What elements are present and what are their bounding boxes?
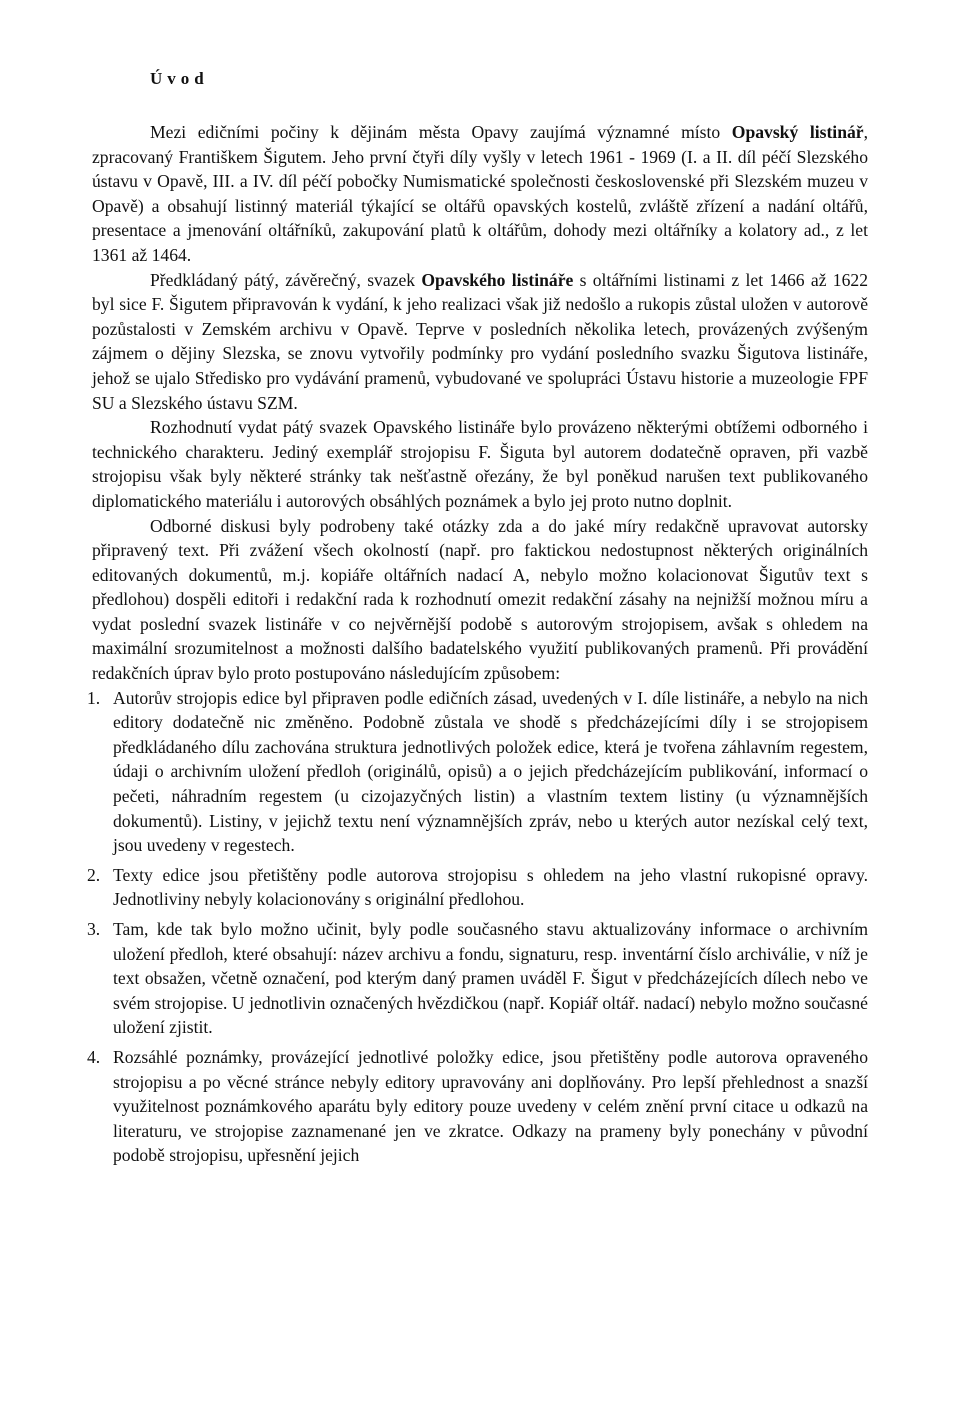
paragraph-2: [92, 268, 868, 416]
list-number: 1.: [87, 687, 101, 708]
paragraph-4: [92, 514, 868, 686]
paragraph-bold-text: Opavský listinář: [731, 122, 864, 142]
paragraph-text: Odborné diskusi byly podrobeny také otázky zda a do jaké míry redakčně upravovat autorsky připravený text. Při zvážení všech okolností (např. pro faktickou nedostupnost některých originálních editovaných dokumentů, m.j. kopiáře oltářních nadací A, nebylo možno kolacionovat Šigutův text s předlohou) dospěli editoři i redakční rada k rozhodnutí omezit redakční zásahy na nejnižší možnou míru a vydat poslední svazek listináře v co nejvěrnější podobě s autorovým strojopisem, avšak s ohledem na maximální srozumitelnost a možnosti dalšího badatelského využití publikovaných pramenů. Při provádění redakčních úprav bylo proto postupováno následujícím způsobem:: [92, 515, 868, 684]
list-item-text: Tam, kde tak bylo možno učinit, byly podle současného stavu aktualizovány informace o archivním uložení předloh, které obsahují: název archivu a fondu, signaturu, resp. inventární číslo archiválie, v níž je text obsažen, včetně označení, pod kterým daný pramen uváděl F. Šigut v předcházejících dílech nebo ve svém strojopise. U jednotlivin označených hvězdičkou (např. Kopiář oltář. nadací) nebylo možno současné uložení zjistit.: [113, 919, 868, 1038]
document-body: [87, 120, 868, 1168]
list-number: 4.: [87, 1046, 101, 1067]
list-item-text: Autorův strojopis edice byl připraven podle edičních zásad, uvedených v I. díle listináře, a nebylo na nich editory dodatečně nic změněno. Podobně zůstala ve shodě s předcházejícími díly i se strojopisem předkládaného dílu zachována struktura jednotlivých položek edice, která je tvořena záhlavním regestem, údaji o archivním uložení předloh (originálů, opisů) a o jejich předcházejícím publikování, informací o pečeti, náhradním regestem (u cizojazyčných listin) a vlastním textem listiny (u významnějších dokumentů). Listiny, v jejichž textu není významnějších zpráv, nebo u kterých autor nezískal celý text, jsou uvedeny v regestech.: [113, 687, 868, 856]
paragraph-text: , zpracovaný Františkem Šigutem. Jeho první čtyři díly vyšly v letech 1961 - 1969 (I. a II. díl péčí Slezského ústavu v Opavě, III. a IV. díl péčí pobočky Numismatické společnosti československé při Slezském muzeu v Opavě) a obsahují listinný materiál týkající se oltářů opavských kostelů, zvláště zřízení a nadání oltářů, presentace a jmenování oltářníků, zakupování platů k oltářům, dohody mezi oltářníky a kolatory ad., z let 1361 až 1464.: [92, 122, 868, 265]
list-item: [87, 686, 868, 858]
numbered-list: [87, 686, 868, 1168]
paragraph-text: Předkládaný pátý, závěrečný, svazek: [150, 269, 422, 290]
list-item: [87, 863, 868, 912]
list-item-text: Texty edice jsou přetištěny podle autorova strojopisu s ohledem na jeho vlastní rukopisné opravy. Jednotliviny nebyly kolacionovány s originální předlohou.: [113, 864, 868, 910]
list-item: [87, 1045, 868, 1168]
list-number: 2.: [87, 864, 101, 885]
page-heading: Úvod: [150, 69, 209, 88]
list-item: [87, 917, 868, 1040]
paragraph-3: [92, 415, 868, 513]
list-number: 3.: [87, 919, 101, 939]
paragraph-bold-text: Opavského listináře: [421, 269, 574, 290]
paragraph-1: [92, 120, 868, 268]
list-item-text: Rozsáhlé poznámky, provázející jednotlivé položky edice, jsou přetištěny podle autorova opraveného strojopisu a po věcné stránce nebyly editory upravovány ani doplňovány. Pro lepší přehlednost a snazší využitelnost poznámkového aparátu byly editory pouze uvedeny v celém znění první citace u odkazů na literaturu, ve strojopise zaznamenané jen ve zkratce. Odkazy na prameny byly ponechány v původní podobě strojopisu, upřesnění jejich: [113, 1046, 868, 1166]
paragraph-text: Rozhodnutí vydat pátý svazek Opavského listináře bylo provázeno některými obtížemi odborného i technického charakteru. Jediný exemplář strojopisu F. Šiguta byl autorem dodatečně opraven, při vazbě strojopisu však byly některé stránky tak nešťastně ořezány, že byl poněkud narušen text publikovaného diplomatického materiálu i autorových obsáhlých poznámek a bylo jej proto nutno doplnit.: [92, 417, 868, 511]
paragraph-text: s oltářními listinami z let 1466 až 1622 byl sice F. Šigutem připravován k vydání, k jeho realizaci však již nedošlo a rukopis zůstal uložen v autorově pozůstalosti v Zemském archivu v Opavě. Teprve v posledních několika letech, provázených zvýšeným zájmem o dějiny Slezska, se znovu vytvořily podmínky pro vydání posledního svazku Šigutova listináře, jehož se ujalo Středisko pro vydávání pramenů, vybudované ve spolupráci Ústavu historie a muzeologie FPF SU a Slezského ústavu SZM.: [92, 269, 868, 413]
paragraph-text: Mezi edičními počiny k dějinám města Opavy zaujímá významné místo: [150, 122, 732, 142]
